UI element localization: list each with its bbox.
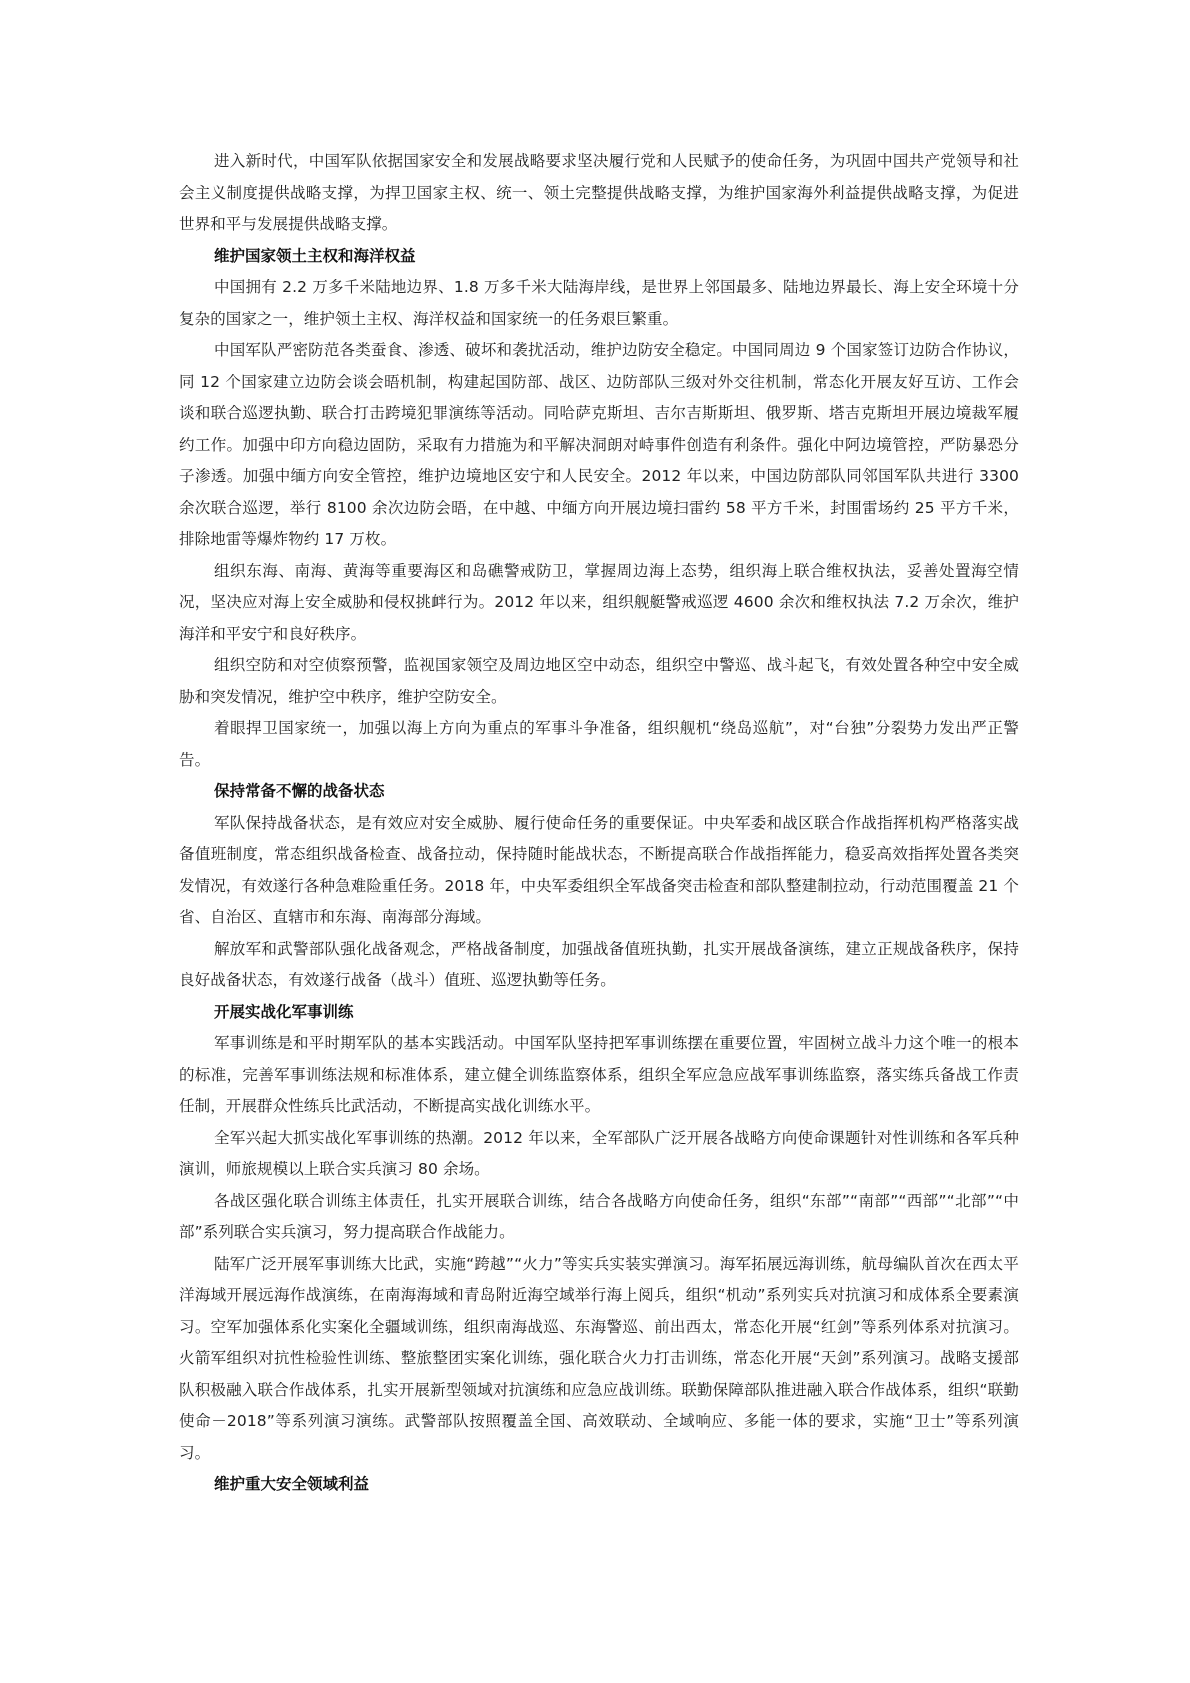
paragraph: 军队保持战备状态，是有效应对安全威胁、履行使命任务的重要保证。中央军委和战区联合作战指挥机构严格落实战备值班制度，常态组织战备检查、战备拉动，保持随时能战状态，不断提高联合作战指挥能力，稳妥高效指挥处置各类突发情况，有效遂行各种急难险重任务。2018 年，中央军委组织全军战备突击检查和部队整建制拉动，行动范围覆盖 21 个省、自治区、直辖市和东海、南海部分海域。 xyxy=(179,813,1019,926)
paragraph: 组织空防和对空侦察预警，监视国家领空及周边地区空中动态，组织空中警巡、战斗起飞，有效处置各种空中安全威胁和突发情况，维护空中秩序，维护空防安全。 xyxy=(179,656,1019,706)
section-heading: 维护国家领土主权和海洋权益 xyxy=(214,246,416,265)
paragraph: 进入新时代，中国军队依据国家安全和发展战略要求坚决履行党和人民赋予的使命任务，为巩固中国共产党领导和社会主义制度提供战略支撑，为捍卫国家主权、统一、领土完整提供战略支撑，为维护国家海外利益提供战略支撑，为促进世界和平与发展提供战略支撑。 xyxy=(179,152,1019,233)
paragraph: 中国拥有 2.2 万多千米陆地边界、1.8 万多千米大陆海岸线，是世界上邻国最多、陆地边界最长、海上安全环境十分复杂的国家之一，维护领土主权、海洋权益和国家统一的任务艰巨繁重。 xyxy=(179,278,1019,328)
paragraph: 组织东海、南海、黄海等重要海区和岛礁警戒防卫，掌握周边海上态势，组织海上联合维权执法，妥善处置海空情况，坚决应对海上安全威胁和侵权挑衅行为。2012 年以来，组织舰艇警戒巡逻 4600 余次和维权执法 7.2 万余次，维护海洋和平安宁和良好秩序。 xyxy=(179,561,1019,643)
section-heading: 开展实战化军事训练 xyxy=(214,1002,354,1021)
document-page xyxy=(179,146,1019,1501)
paragraph: 中国军队严密防范各类蚕食、渗透、破坏和袭扰活动，维护边防安全稳定。中国同周边 9 个国家签订边防合作协议，同 12 个国家建立边防会谈会晤机制，构建起国防部、战区、边防部队三级对外交往机制，常态化开展友好互访、工作会谈和联合巡逻执勤、联合打击跨境犯罪演练等活动。同哈萨克斯坦、吉尔吉斯斯坦、俄罗斯、塔吉克斯坦开展边境裁军履约工作。加强中印方向稳边固防，采取有力措施为和平解决洞朗对峙事件创造有利条件。强化中阿边境管控，严防暴恐分子渗透。加强中缅方向安全管控，维护边境地区安宁和人民安全。2012 年以来，中国边防部队同邻国军队共进行 3300 余次联合巡逻，举行 8100 余次边防会晤，在中越、中缅方向开展边境扫雷约 58 平方千米，封围雷场约 25 平方千米，排除地雷等爆炸物约 17 万枚。 xyxy=(179,341,1019,548)
paragraph: 各战区强化联合训练主体责任，扎实开展联合训练，结合各战略方向使命任务，组织“东部”“南部”“西部”“北部”“中部”系列联合实兵演习，努力提高联合作战能力。 xyxy=(179,1191,1019,1241)
paragraph: 全军兴起大抓实战化军事训练的热潮。2012 年以来，全军部队广泛开展各战略方向使命课题针对性训练和各军兵种演训，师旅规模以上联合实兵演习 80 余场。 xyxy=(179,1128,1019,1178)
section-heading: 维护重大安全领域利益 xyxy=(214,1475,370,1493)
paragraph: 军事训练是和平时期军队的基本实践活动。中国军队坚持把军事训练摆在重要位置，牢固树立战斗力这个唯一的根本的标准，完善军事训练法规和标准体系，建立健全训练监察体系，组织全军应急应战军事训练监察，落实练兵备战工作责任制，开展群众性练兵比武活动，不断提高实战化训练水平。 xyxy=(179,1034,1019,1115)
section-heading: 保持常备不懈的战备状态 xyxy=(214,782,385,800)
paragraph: 陆军广泛开展军事训练大比武，实施“跨越”“火力”等实兵实装实弹演习。海军拓展远海训练，航母编队首次在西太平洋海域开展远海作战演练，在南海海域和青岛附近海空域举行海上阅兵，组织“机动”系列实兵对抗演习和成体系全要素演习。空军加强体系化实案化全疆域训练，组织南海战巡、东海警巡、前出西太，常态化开展“红剑”等系列体系对抗演习。火箭军组织对抗性检验性训练、整旅整团实案化训练，强化联合火力打击训练，常态化开展“天剑”系列演习。战略支援部队积极融入联合作战体系，扎实开展新型领域对抗演练和应急应战训练。联勤保障部队推进融入联合作战体系，组织“联勤使命－2018”等系列演习演练。武警部队按照覆盖全国、高效联动、全域响应、多能一体的要求，实施“卫士”等系列演习。 xyxy=(179,1254,1019,1462)
paragraph: 着眼捍卫国家统一，加强以海上方向为重点的军事斗争准备，组织舰机“绕岛巡航”，对“台独”分裂势力发出严正警告。 xyxy=(179,719,1019,769)
paragraph: 解放军和武警部队强化战备观念，严格战备制度，加强战备值班执勤，扎实开展战备演练，建立正规战备秩序，保持良好战备状态，有效遂行战备（战斗）值班、巡逻执勤等任务。 xyxy=(179,939,1019,989)
